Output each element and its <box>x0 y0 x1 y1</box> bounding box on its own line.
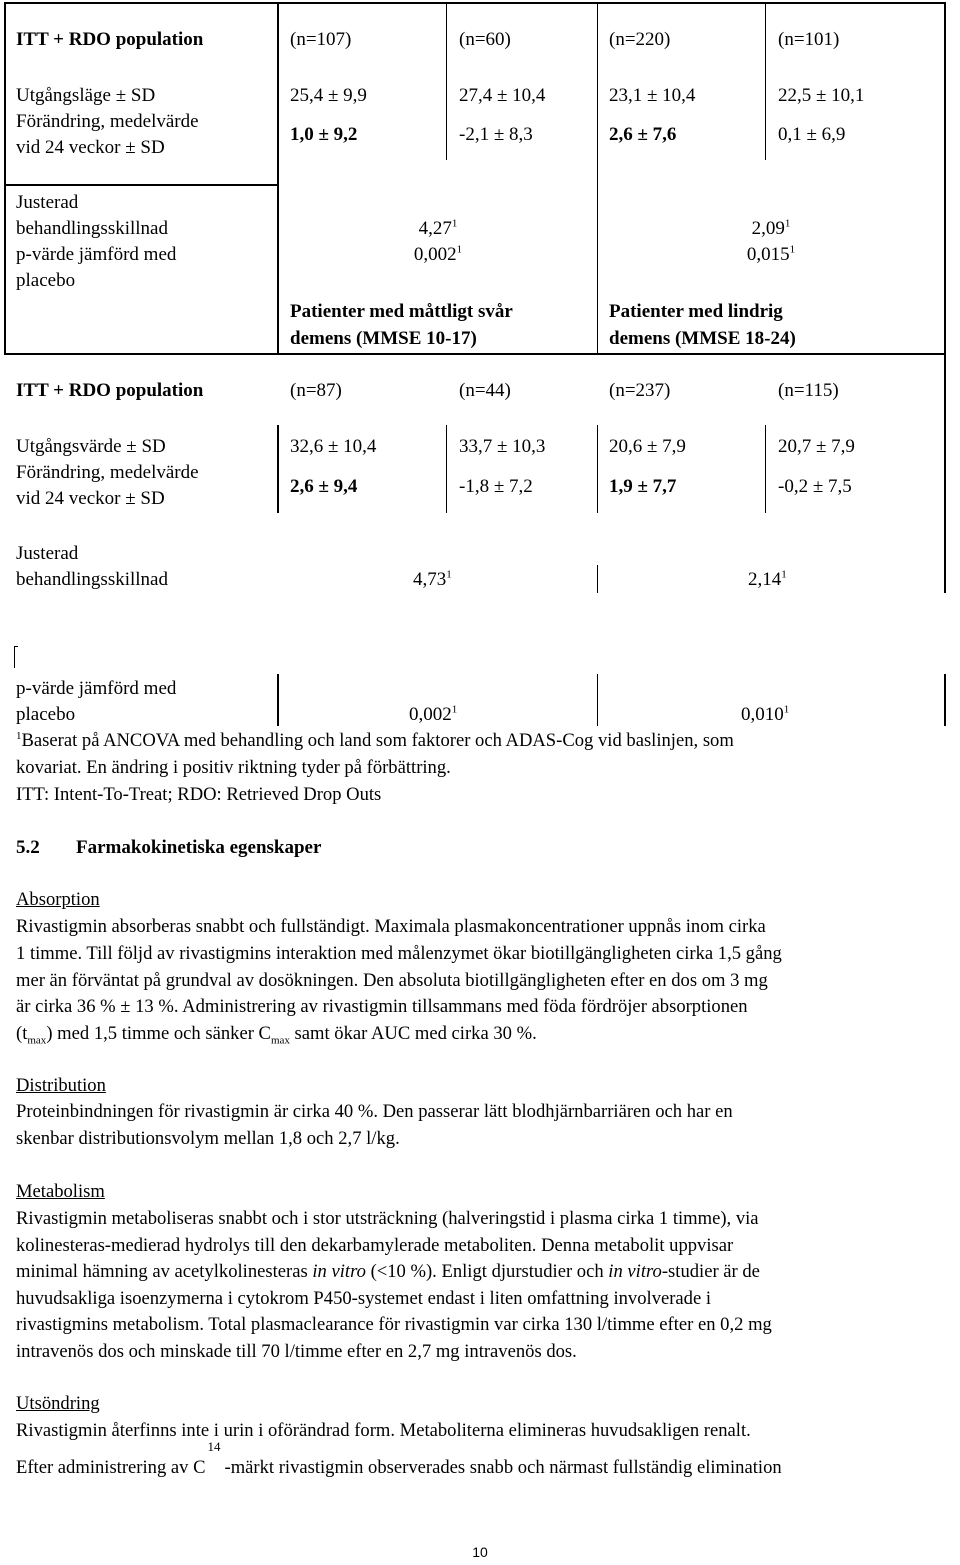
page-number: 10 <box>472 1544 488 1560</box>
table1-row-label-change: Förändring, medelvärde <box>16 111 199 132</box>
table2-baseline-4: 20,7 ± 7,9 <box>778 436 855 457</box>
table1-adjusted-label-2: behandlingsskillnad <box>16 218 168 239</box>
table2-baseline-3: 20,6 ± 7,9 <box>609 436 686 457</box>
excretion-line-2: Efter administrering av $C^{14}$-märkt rivastigmin observerades snabb och närmast fullständig elimination <box>16 1439 782 1478</box>
table1-row-label-weeks: vid 24 veckor ± SD <box>16 137 165 158</box>
section-number: 5.2 <box>16 837 40 858</box>
table2-change-1: 2,6 ± 9,4 <box>290 476 358 497</box>
table2-change-3: 1,9 ± 7,7 <box>609 476 677 497</box>
metabolism-line-6: intravenös dos och minskade till 70 l/timme efter en 2,7 mg intravenös dos. <box>16 1341 577 1362</box>
distribution-line-1: Proteinbindningen för rivastigmin är cirka 40 %. Den passerar lätt blodhjärnbarriären och har en <box>16 1101 733 1122</box>
absorption-heading: Absorption <box>16 889 100 910</box>
absorption-line-5: $(t_{max})$ med 1,5 timme och sänker $C_{max}$ samt ökar AUC med cirka 30 %. <box>16 1023 537 1047</box>
footnote-line-2: kovariat. En ändring i positiv riktning tyder på förbättring. <box>16 757 451 778</box>
table1-n-3: (n=220) <box>609 29 671 50</box>
table2-n-1: (n=87) <box>290 380 342 401</box>
table1-group1-diff: 4,27$^1$ <box>418 217 458 239</box>
table2-row-label-weeks: vid 24 veckor ± SD <box>16 488 165 509</box>
table2-diff-1: 4,73$^1$ <box>413 568 452 590</box>
table2-p-label-1: p-värde jämförd med <box>16 678 177 699</box>
table2-n-3: (n=237) <box>609 380 671 401</box>
table1-group2-p: 0,015$^1$ <box>746 243 796 265</box>
table2-n-4: (n=115) <box>778 380 839 401</box>
table2-diff-2: 2,14$^1$ <box>748 568 787 590</box>
absorption-line-4: är cirka 36 % ± 13 %. Administrering av rivastigmin tillsammans med föda fördröjer absorptionen <box>16 996 748 1017</box>
distribution-heading: Distribution <box>16 1075 106 1096</box>
table1-group2-diff: 2,09$^1$ <box>751 217 791 239</box>
table1-n-4: (n=101) <box>778 29 840 50</box>
table2-row-label-change: Förändring, medelvärde <box>16 462 199 483</box>
footnote-line-1: $^1$Baserat på ANCOVA med behandling och land som faktorer och ADAS-Cog vid baslinjen, som <box>16 729 734 751</box>
table2-header-label: ITT + RDO population <box>16 380 204 401</box>
table2-row-label-baseline: Utgångsvärde ± SD <box>16 436 166 457</box>
absorption-line-2: 1 timme. Till följd av rivastigmins interaktion med målenzymet ökar biotillgängligheten cirka 1,5 gång <box>16 943 782 964</box>
absorption-line-1: Rivastigmin absorberas snabbt och fullständigt. Maximala plasmakoncentrationer uppnås inom cirka <box>16 916 766 937</box>
table1-baseline-2: 27,4 ± 10,4 <box>459 85 546 106</box>
metabolism-line-1: Rivastigmin metaboliseras snabbt och i stor utsträckning (halveringstid i plasma cirka 1 timme), via <box>16 1208 759 1229</box>
metabolism-line-4: huvudsakliga isoenzymerna i cytokrom P450-systemet endast i liten omfattning involverade i <box>16 1288 712 1309</box>
excretion-heading: Utsöndring <box>16 1393 100 1414</box>
table1-group1-title-2: demens (MMSE 10-17) <box>290 328 477 349</box>
table2-adjusted-label-1: Justerad <box>16 543 79 564</box>
table1-baseline-1: 25,4 ± 9,9 <box>290 85 367 106</box>
absorption-line-3: mer än förväntat på grundval av dosökningen. Den absoluta biotillgängligheten efter en dos om 3 mg <box>16 970 768 991</box>
metabolism-heading: Metabolism <box>16 1181 105 1202</box>
table1-group1-title-1: Patienter med måttligt svår <box>290 301 513 322</box>
table1-adjusted-label-1: Justerad <box>16 192 79 213</box>
excretion-line-1: Rivastigmin återfinns inte i urin i oförändrad form. Metaboliterna elimineras huvudsakligen renalt. <box>16 1420 751 1441</box>
table1-group2-title-2: demens (MMSE 18-24) <box>609 328 796 349</box>
metabolism-line-3: minimal hämning av acetylkolinesteras in vitro (<10 %). Enligt djurstudier och in vitro-studier är de <box>16 1261 760 1282</box>
table1-group1-p: 0,002$^1$ <box>413 243 463 265</box>
section-title: Farmakokinetiska egenskaper <box>76 837 322 858</box>
table2-adjusted-label-2: behandlingsskillnad <box>16 569 168 590</box>
table2-baseline-2: 33,7 ± 10,3 <box>459 436 546 457</box>
table2-p-2: 0,010$^1$ <box>741 703 790 725</box>
table1-group2-title-1: Patienter med lindrig <box>609 301 783 322</box>
table2-baseline-1: 32,6 ± 10,4 <box>290 436 377 457</box>
table1-adjusted-label-3: p-värde jämförd med <box>16 244 177 265</box>
distribution-line-2: skenbar distributionsvolym mellan 1,8 och 2,7 l/kg. <box>16 1128 400 1149</box>
table2-change-4: -0,2 ± 7,5 <box>778 476 852 497</box>
table1-n-2: (n=60) <box>459 29 511 50</box>
metabolism-line-5: rivastigmins metabolism. Total plasmaclearance för rivastigmin var cirka 130 l/timme efter en 0,2 mg <box>16 1314 772 1335</box>
table1-change-2: -2,1 ± 8,3 <box>459 124 533 145</box>
footnote-line-3: ITT: Intent-To-Treat; RDO: Retrieved Drop Outs <box>16 784 382 805</box>
table1-change-3: 2,6 ± 7,6 <box>609 124 677 145</box>
table1-header-label: ITT + RDO population <box>16 29 204 50</box>
table2-change-2: -1,8 ± 7,2 <box>459 476 533 497</box>
table1-change-4: 0,1 ± 6,9 <box>778 124 846 145</box>
metabolism-line-2: kolinesteras-medierad hydrolys till den dekarbamylerade metaboliten. Denna metabolit uppvisar <box>16 1235 734 1256</box>
table2-p-label-2: placebo <box>16 704 76 725</box>
table2-n-2: (n=44) <box>459 380 511 401</box>
table2-p-1: 0,002$^1$ <box>409 703 458 725</box>
table1-change-1: 1,0 ± 9,2 <box>290 124 358 145</box>
table1-baseline-3: 23,1 ± 10,4 <box>609 85 696 106</box>
table1-row-label-baseline: Utgångsläge ± SD <box>16 85 156 106</box>
table1-n-1: (n=107) <box>290 29 352 50</box>
table1-adjusted-label-4: placebo <box>16 270 76 291</box>
table1-baseline-4: 22,5 ± 10,1 <box>778 85 865 106</box>
